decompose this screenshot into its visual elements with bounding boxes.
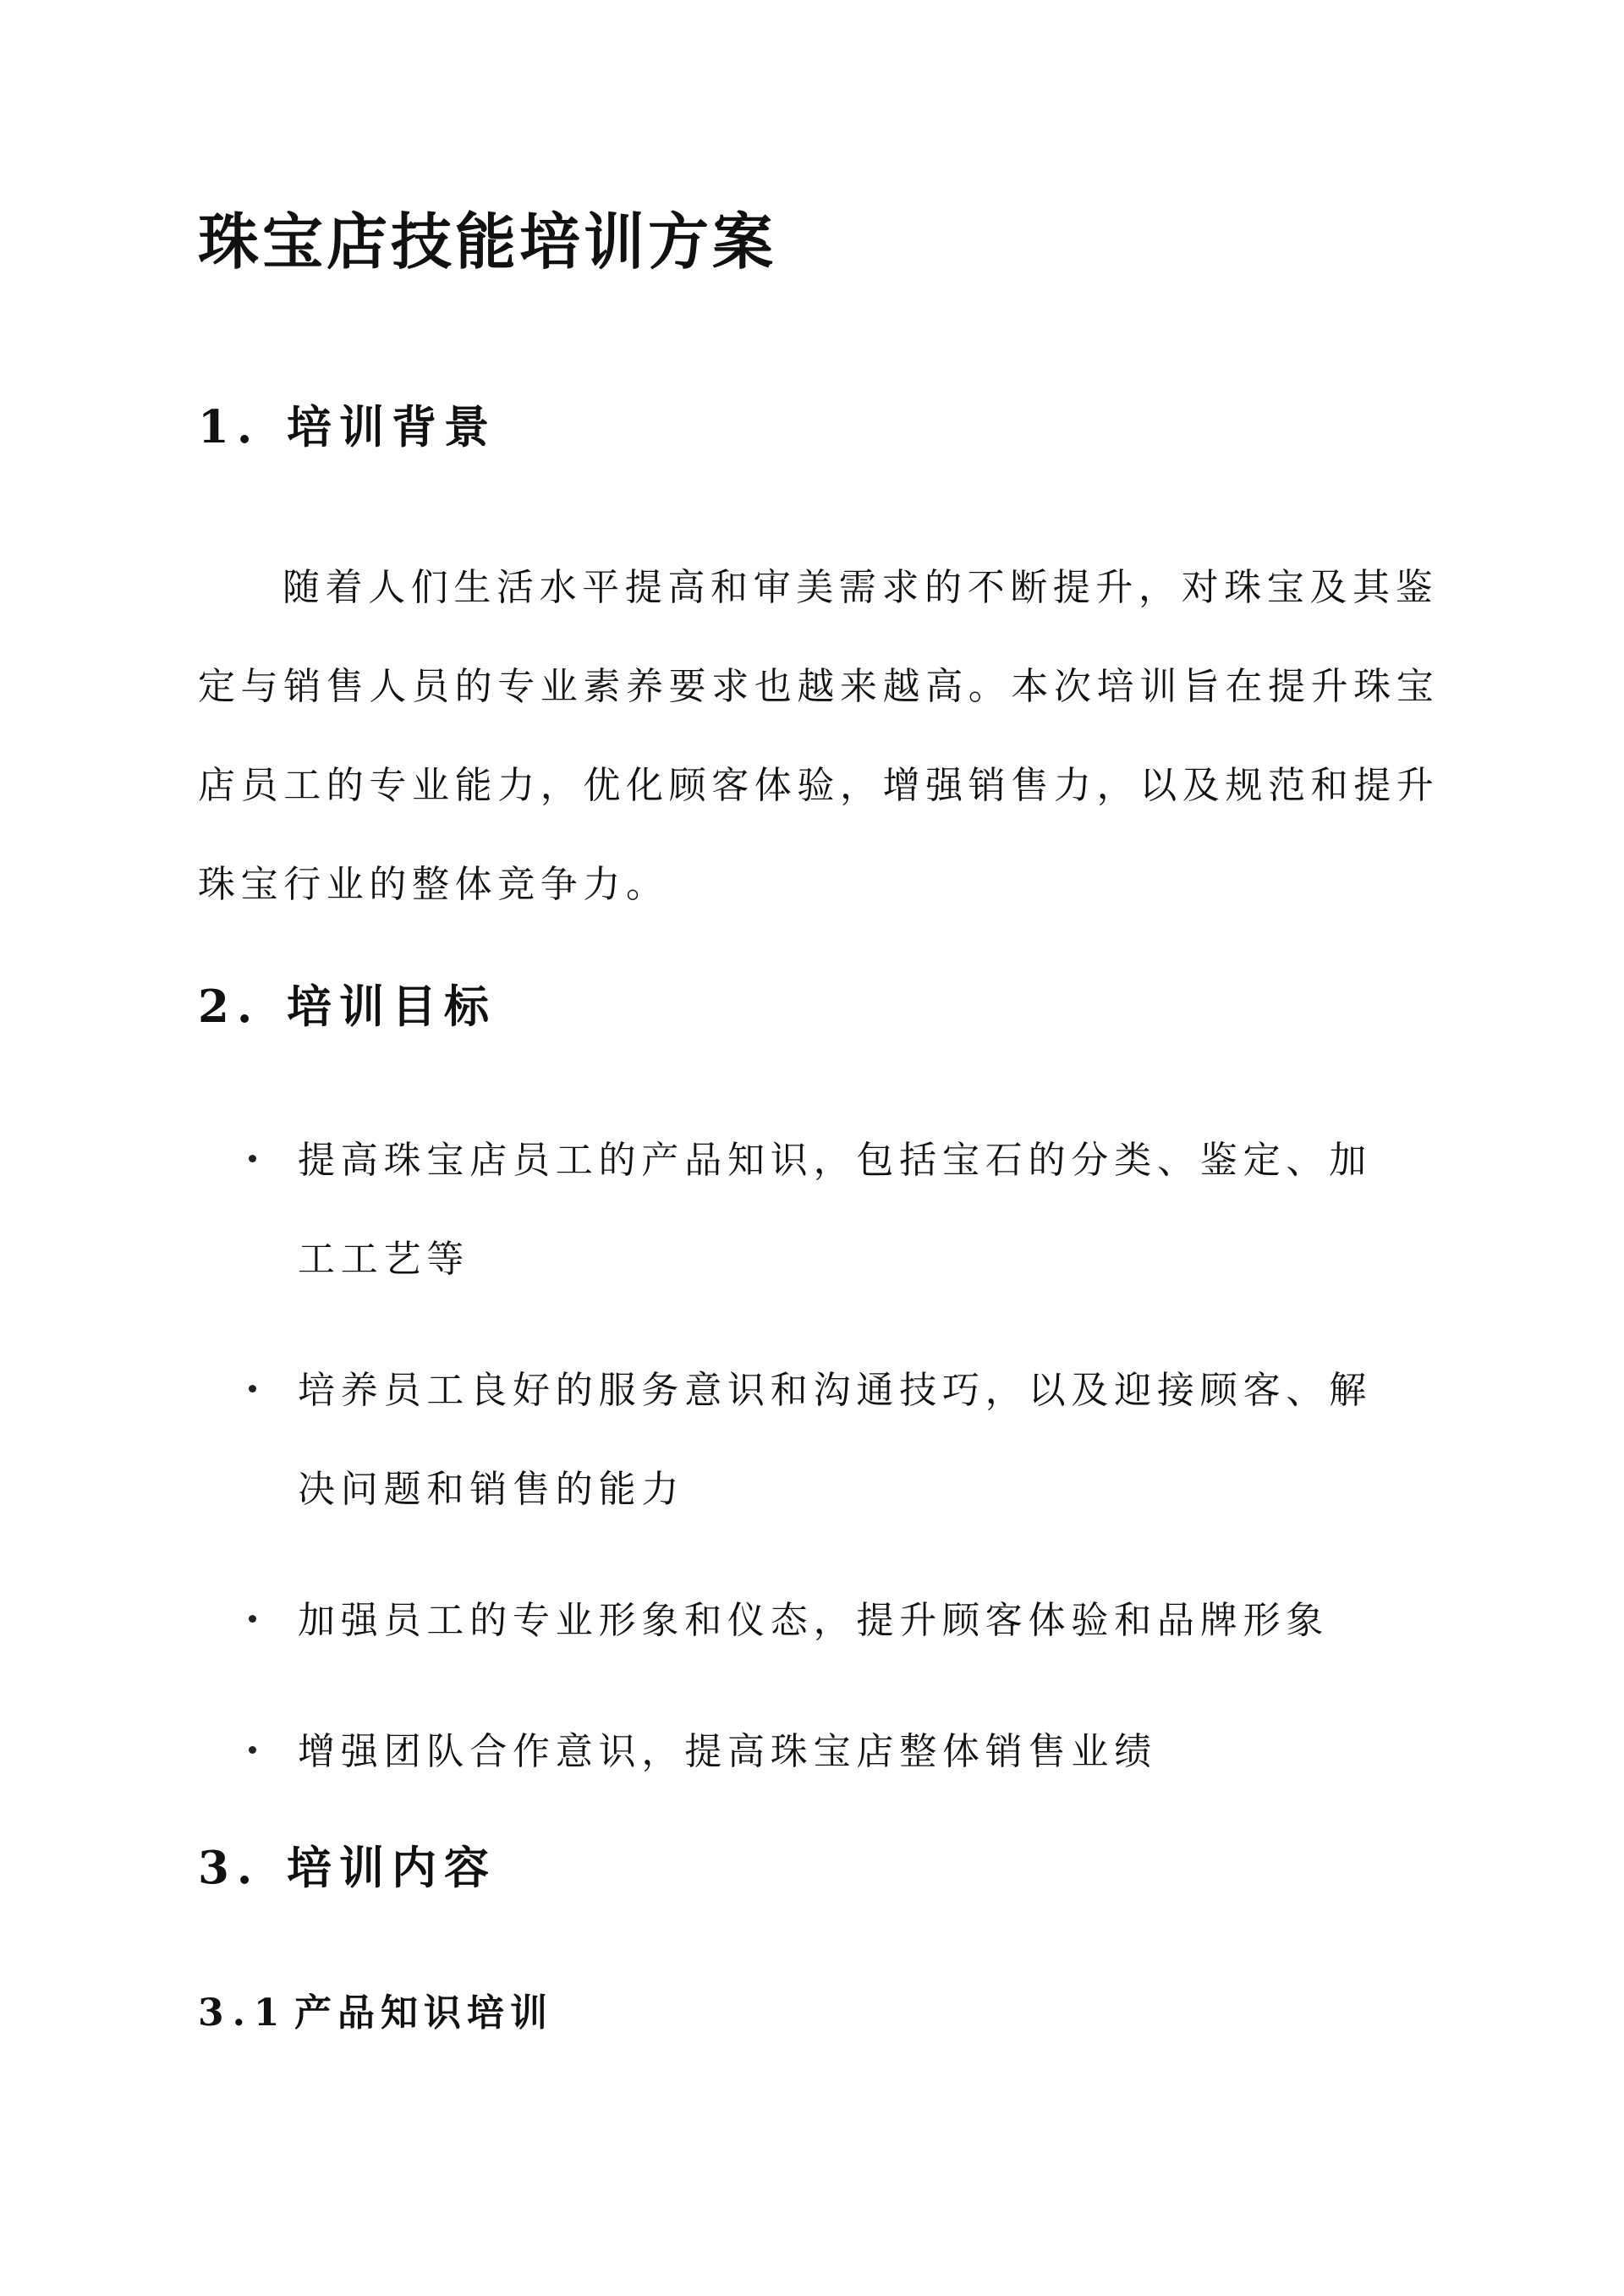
list-item (198, 1702, 1433, 1801)
section-title: 培训背景 (287, 401, 497, 453)
list-item (198, 1111, 1433, 1309)
goals-list (198, 1111, 1433, 1833)
section-heading-content (198, 1838, 497, 1898)
background-paragraph: 随着人们生活水平提高和审美需求的不断提升，对珠宝及其鉴定与销售人员的专业素养要求也越来越高。本次培训旨在提升珠宝店员工的专业能力，优化顾客体验，增强销售力，以及规范和提升珠宝行业的整体竞争力。 (198, 566, 1440, 906)
section-title: 培训目标 (287, 980, 497, 1033)
bullet-icon (249, 1385, 256, 1392)
section-number: 2. (198, 980, 261, 1033)
section-number: 1. (198, 401, 261, 453)
list-item (198, 1571, 1433, 1670)
bullet-icon (249, 1155, 256, 1162)
document-title: 珠宝店技能培训方案 (198, 206, 777, 277)
section-heading-background (198, 398, 497, 457)
bullet-icon (249, 1615, 256, 1623)
list-item-text: 提高珠宝店员工的产品知识，包括宝石的分类、鉴定、加工工艺等 (298, 1139, 1372, 1281)
section-title: 培训内容 (287, 1842, 497, 1894)
subsection-heading-product-knowledge (198, 1988, 553, 2039)
section-number: 3. (198, 1842, 261, 1894)
list-item-text: 增强团队合作意识，提高珠宝店整体销售业绩 (298, 1730, 1157, 1773)
section-heading-goals (198, 977, 497, 1036)
list-item-text: 加强员工的专业形象和仪态，提升顾客体验和品牌形象 (298, 1599, 1330, 1642)
list-item-text: 培养员工良好的服务意识和沟通技巧，以及迎接顾客、解决问题和销售的能力 (298, 1369, 1372, 1511)
bullet-icon (249, 1746, 256, 1754)
subsection-title: 产品知识培训 (294, 1991, 553, 2035)
subsection-number: 3.1 (198, 1991, 288, 2035)
list-item (198, 1341, 1433, 1539)
